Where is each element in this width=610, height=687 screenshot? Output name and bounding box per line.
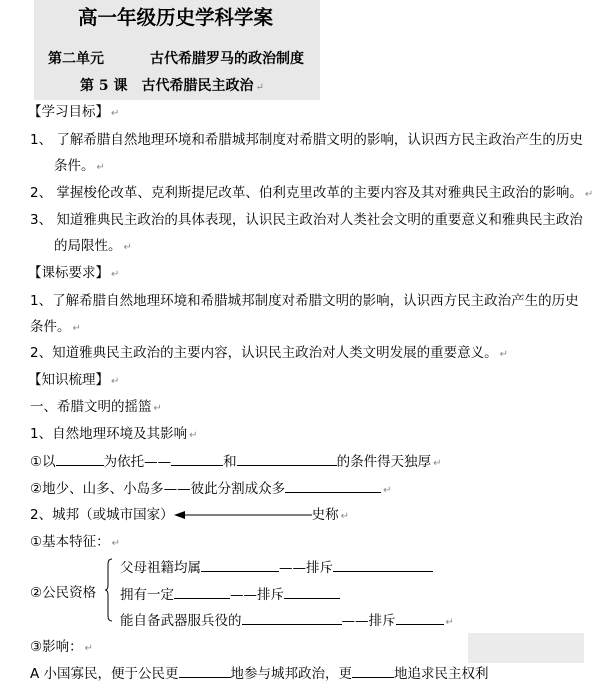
citizen-qualification: ②公民资格 — [30, 585, 97, 601]
knowledge-part-1: 一、希腊文明的摇篮 ↵ — [30, 399, 162, 415]
citizen-condition-2: 拥有一定 ——排斥 — [120, 584, 340, 605]
blank-4[interactable] — [285, 478, 381, 493]
unit-heading: 第二单元 古代希腊罗马的政治制度 — [48, 51, 304, 67]
blank-5[interactable] — [201, 557, 279, 572]
influence-a: A 小国寡民，便于公民更 地参与城邦政治，更 地追求民主权利 — [30, 663, 489, 684]
citizen-condition-1: 父母祖籍均属 ——排斥 — [120, 557, 433, 578]
goal-2: 2、 掌握梭伦改革、克利斯提尼改革、伯利克里改革的主要内容及其对雅典民主政治的影响。 ↵ — [30, 185, 594, 201]
blank-1[interactable] — [56, 451, 104, 466]
knowledge-row-1: ①以 为依托—— 和 的条件得天独厚 ↵ — [30, 451, 442, 474]
citizen-condition-3: 能自备武器服兵役的 ——排斥 ↵ — [120, 610, 454, 633]
blank-6[interactable] — [333, 557, 433, 572]
watermark — [468, 633, 584, 663]
standard-heading: 【课标要求】 ↵ — [28, 265, 120, 281]
page-title: 高一年级历史学科学案 — [78, 6, 274, 29]
blank-11[interactable] — [179, 663, 231, 678]
standard-1-line-2: 条件。 ↵ — [30, 319, 81, 335]
blank-12[interactable] — [352, 663, 394, 678]
knowledge-heading: 【知识梳理】 ↵ — [28, 372, 120, 388]
blank-8[interactable] — [284, 584, 340, 599]
standard-1-line-1: 1、了解希腊自然地理环境和希腊城邦制度对希腊文明的影响，认识西方民主政治产生的历史 — [30, 293, 579, 309]
standard-2: 2、知道雅典民主政治的主要内容，认识民主政治对人类文明发展的重要意义。 ↵ — [30, 345, 508, 361]
goal-3-line-1: 3、 知道雅典民主政治的具体表现，认识民主政治对人类社会文明的重要意义和雅典民主政治 — [30, 212, 583, 228]
knowledge-feature: ①基本特征： ↵ — [30, 534, 120, 550]
knowledge-item-1: 1、自然地理环境及其影响 ↵ — [30, 426, 198, 442]
blank-2[interactable] — [171, 451, 223, 466]
left-brace-icon — [105, 558, 113, 622]
blank-10[interactable] — [396, 610, 444, 625]
goal-1-line-2: 条件。 ↵ — [54, 158, 105, 174]
goal-3-line-2: 的局限性。 ↵ — [54, 238, 132, 254]
goal-1-line-1: 1、 了解希腊自然地理环境和希腊城邦制度对希腊文明的影响，认识西方民主政治产生的历史 — [30, 132, 583, 148]
knowledge-influence: ③影响： ↵ — [30, 639, 93, 655]
blank-7[interactable] — [174, 584, 230, 599]
arrow-line — [174, 508, 312, 522]
lesson-heading: 第 5 课 古代希腊民主政治 ↵ — [80, 78, 264, 94]
blank-9[interactable] — [242, 610, 342, 625]
goals-heading: 【学习目标】 ↵ — [28, 104, 120, 120]
blank-3[interactable] — [237, 451, 337, 466]
knowledge-item-2: 2、城邦（或城市国家） 史称 ↵ — [30, 507, 349, 523]
knowledge-row-2: ②地少、山多、小岛多——彼此分割成众多 ↵ — [30, 478, 392, 501]
